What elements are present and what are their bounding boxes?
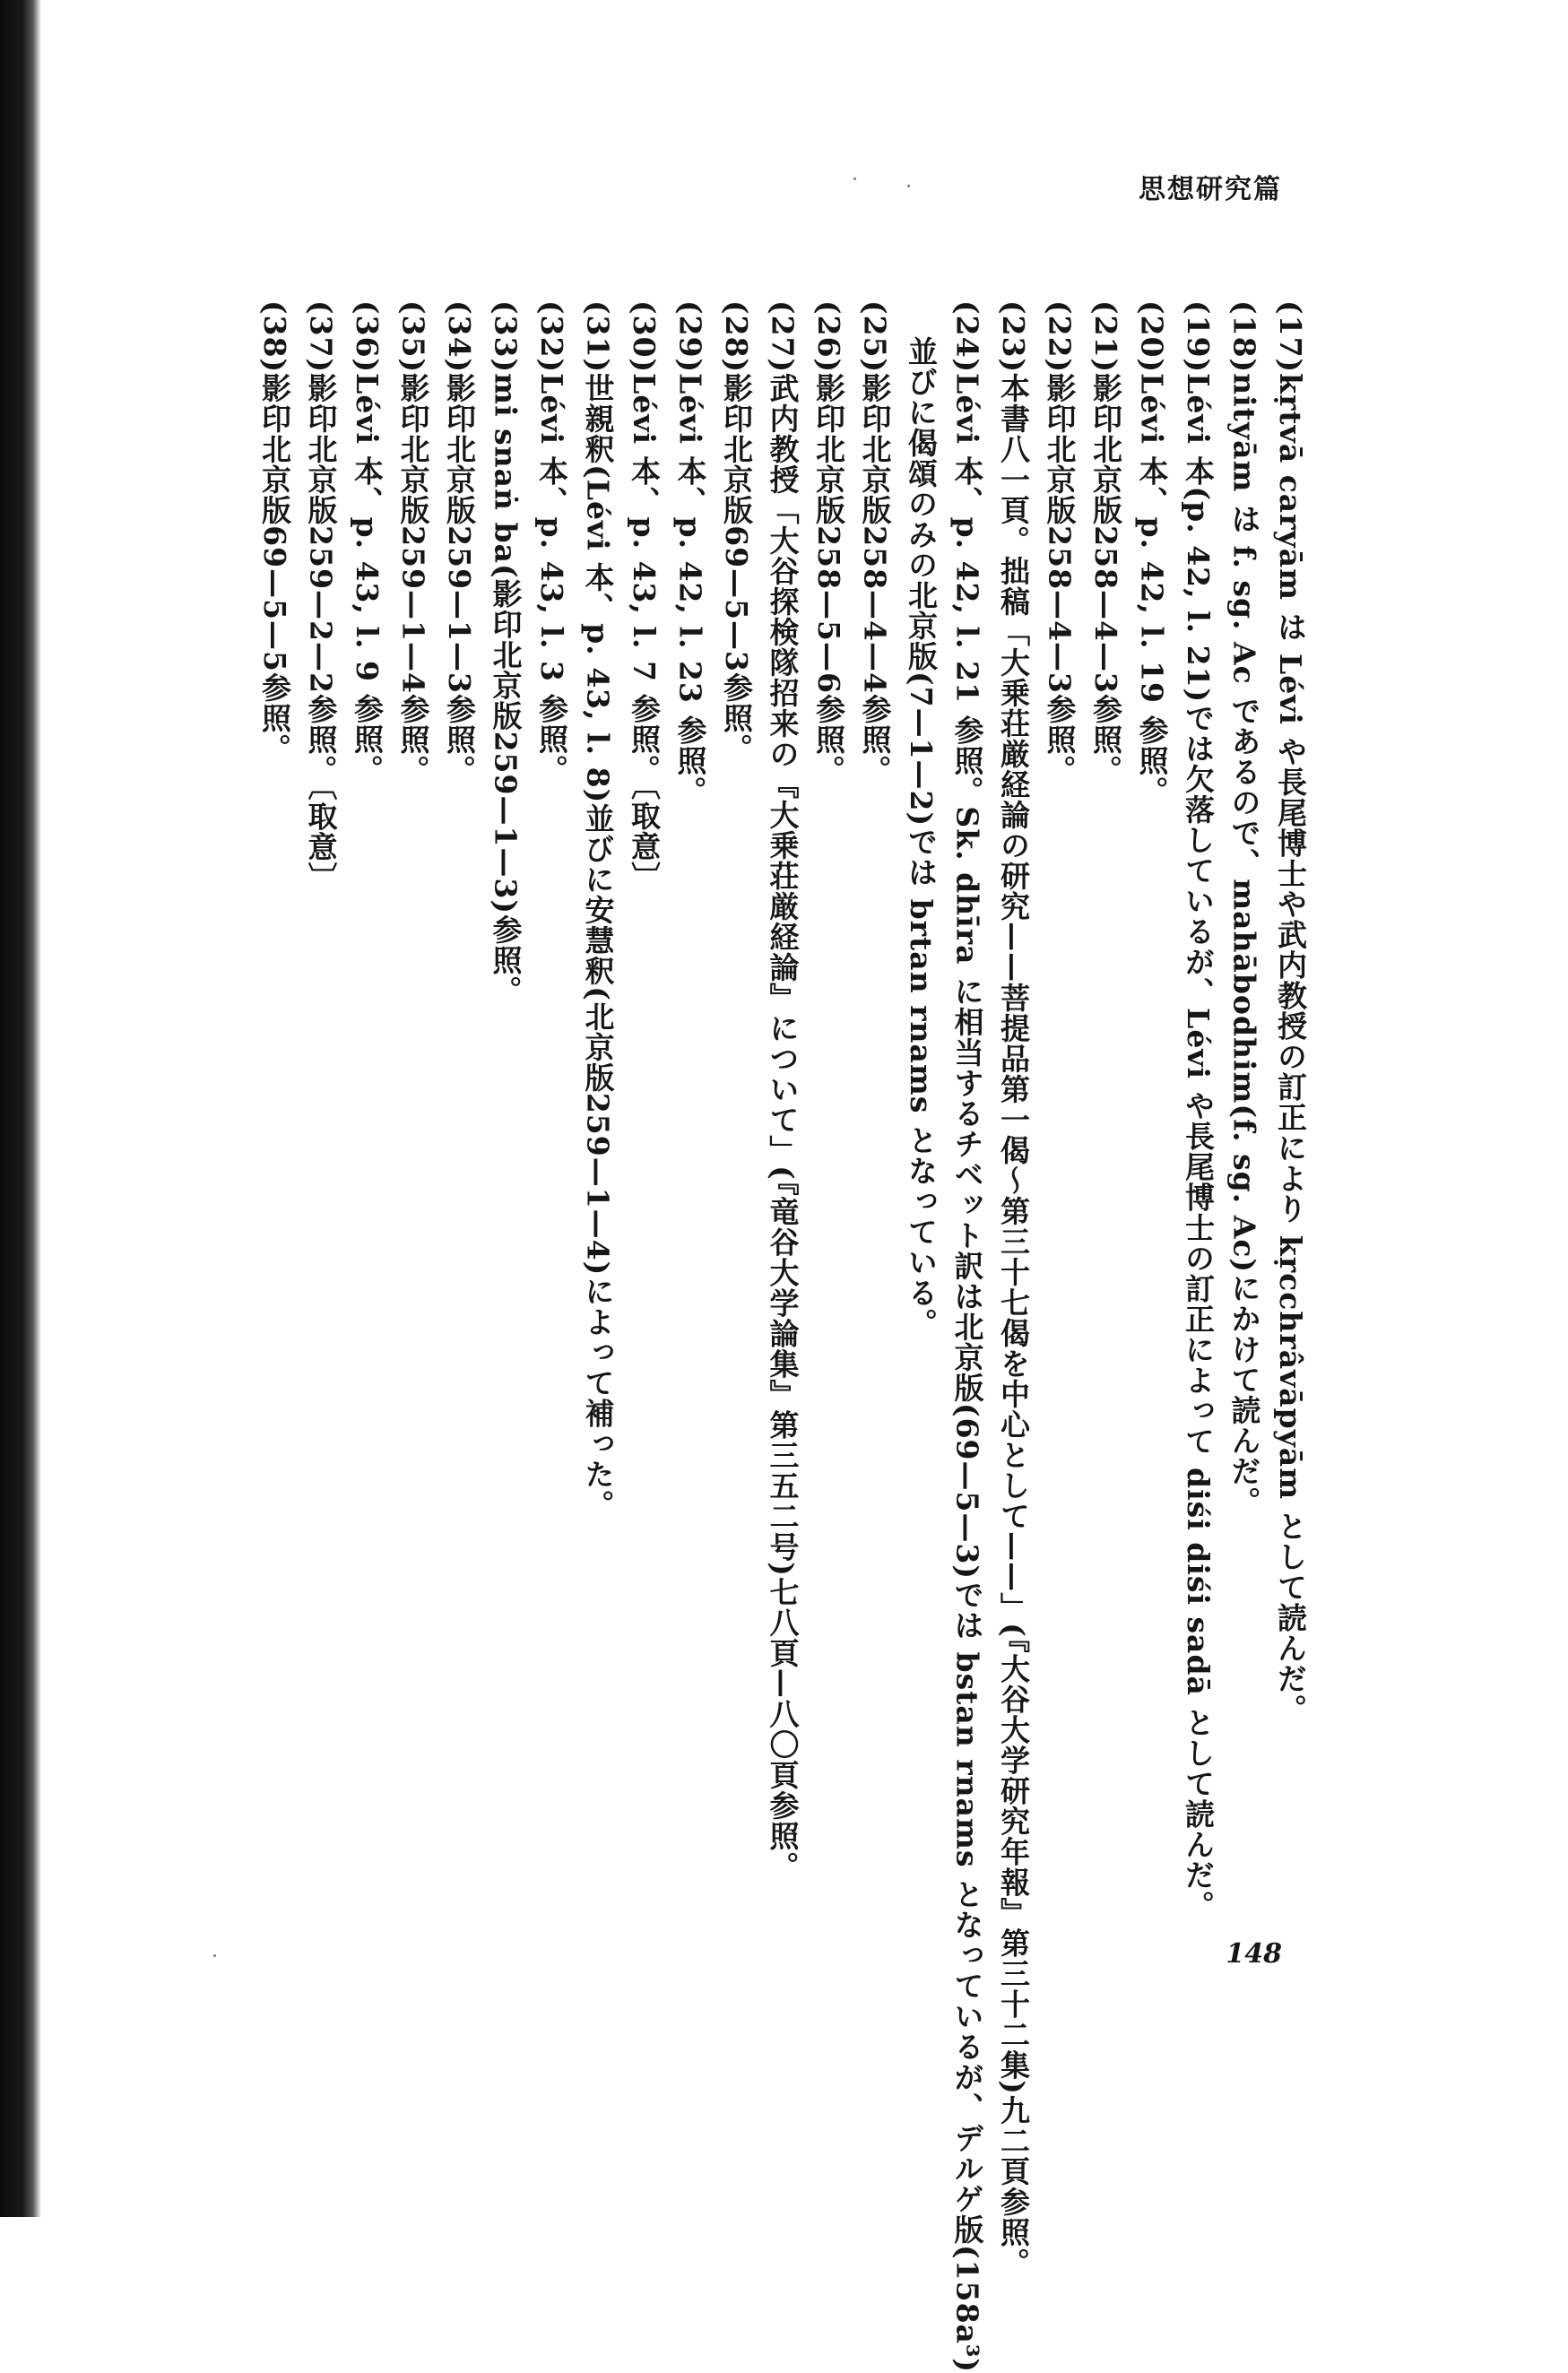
endnote-37: (37)影印北京版259—2—2参照。〔取意〕 — [303, 300, 339, 893]
scan-speck — [213, 1954, 216, 1957]
endnote-30: (30)Lévi 本、p. 43, l. 7 参照。〔取意〕 — [627, 300, 662, 892]
endnote-23: (23)本書八一頁。拙稿「大乗荘厳経論の研究——菩提品第一偈～第三十七偈を中心として——」(『大谷大学研究年報』第三十二集)九二頁参照。 — [996, 300, 1031, 2278]
endnote-18: (18)nityām は f. sg. Ac であるので、mahābodhim(f. sg. Ac)にかけて読んだ。 — [1226, 300, 1262, 1518]
endnote-22: (22)影印北京版258—4—3参照。 — [1042, 300, 1078, 785]
endnote-25: (25)影印北京版258—4—4参照。 — [857, 300, 893, 785]
endnote-29: (29)Lévi 本、p. 42, l. 23 参照。 — [672, 300, 708, 807]
endnote-21: (21)影印北京版258—4—3参照。 — [1088, 300, 1123, 785]
endnote-36: (36)Lévi 本、p. 43, l. 9 参照。 — [350, 300, 385, 785]
endnote-17: (17)kṛtvā caryām は Lévi や長尾博士や武内教授の訂正により kṛcchrâvāpyām として読んだ。 — [1273, 300, 1308, 1725]
endnote-33: (33)mi snaṅ ba(影印北京版259—1—3)参照。 — [488, 300, 524, 1007]
endnote-38: (38)影印北京版69—5—5参照。 — [257, 300, 292, 764]
page-binding-edge — [0, 0, 41, 2217]
endnotes-column — [252, 300, 1314, 2373]
endnote-24: (24)Lévi 本、p. 42, l. 21 参照。Sk. dhīra に相当するチベット訳は北京版(69—5—3)では bstan rnams となっているが、デルゲ版(158a³) — [949, 300, 985, 2373]
running-head: 思想研究篇 — [1139, 174, 1282, 205]
endnote-24-continuation: 並びに偈頌のみの北京版(7—1—2)では brtan rnams となっている。 — [904, 336, 939, 1338]
endnote-35: (35)影印北京版259—1—4参照。 — [395, 300, 431, 785]
endnote-20: (20)Lévi 本、p. 42, l. 19 参照。 — [1134, 300, 1170, 807]
scan-speck — [907, 185, 910, 187]
endnote-19: (19)Lévi 本(p. 42, l. 21)では欠落しているが、Lévi や長尾博士の訂正によって diśi diśi sadā として読んだ。 — [1181, 300, 1216, 1921]
endnote-26: (26)影印北京版258—5—6参照。 — [811, 300, 846, 785]
page-number: 148 — [1226, 1938, 1282, 1970]
endnote-31: (31)世親釈(Lévi 本、p. 43, l. 8)並びに安慧釈(北京版259—1—4)によって補った。 — [580, 300, 616, 1520]
endnote-34: (34)影印北京版259—1—3参照。 — [442, 300, 477, 785]
endnote-32: (32)Lévi 本、p. 43, l. 3 参照。 — [534, 300, 569, 785]
endnote-27: (27)武内教授「大谷探検隊招来の『大乗荘厳経論』について」(『竜谷大学論集』第三五二号)七八頁—八〇頁参照。 — [765, 300, 801, 1882]
scan-speck — [853, 178, 856, 180]
endnote-28: (28)影印北京版69—5—3参照。 — [719, 300, 754, 764]
